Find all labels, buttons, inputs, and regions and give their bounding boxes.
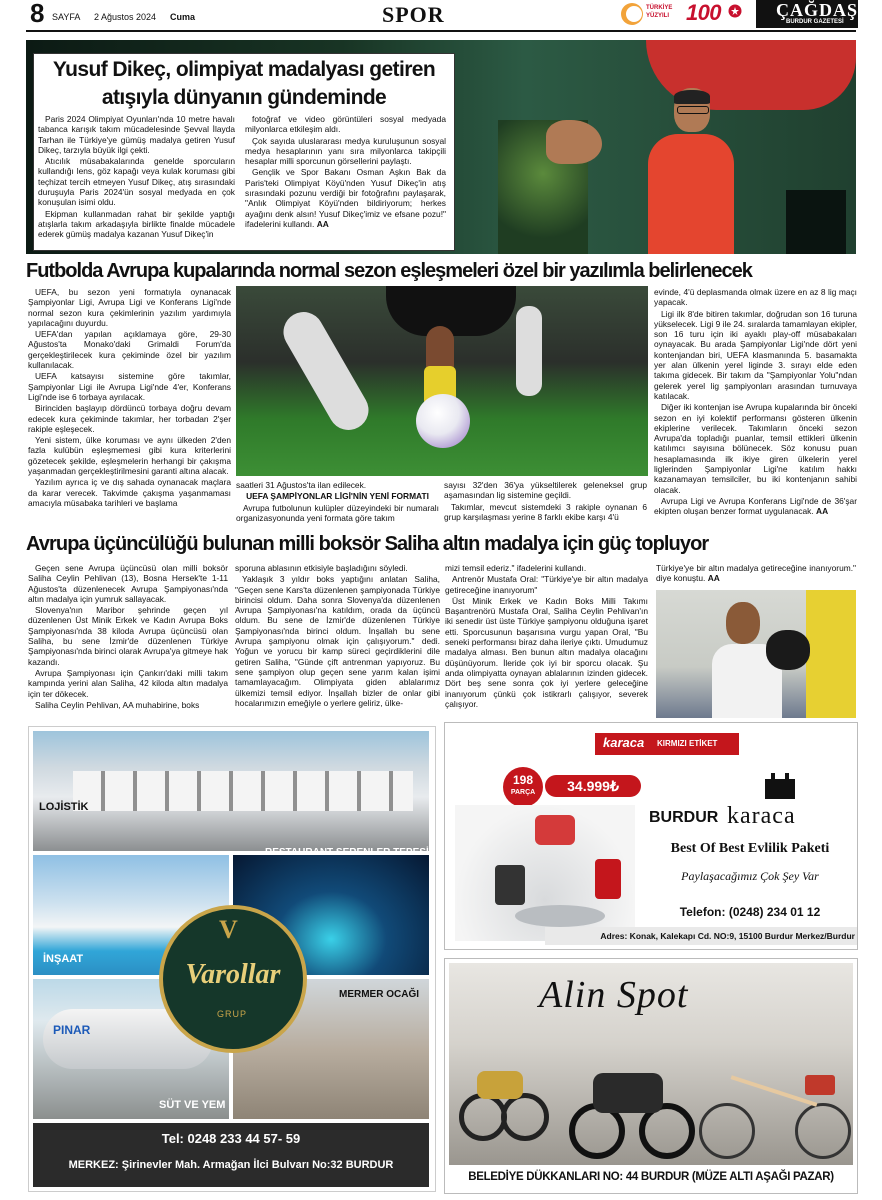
varollar-tel: Tel: 0248 233 44 57- 59 <box>161 1131 301 1146</box>
masthead-rule <box>26 30 856 32</box>
lojistik-label: LOJİSTİK <box>39 801 89 813</box>
pieces-badge: 198 PARÇA <box>503 767 543 807</box>
article2-column-3: evinde, 4'ü deplasmanda olmak üzere en az 8 lig maçı yapacak. Ligi ilk 8'de bitiren takımlar, doğrudan son 16 turuna yükselecek. Ligi 9 ile 24. sıralarda tamamlayan ekipler, son 16 turu için iki ayaklı play-off müsabakaları oynayacak. Bu arada Şampiyonlar Ligi'nde dört yeni kontenjandan biri, UEFA klasmanında 5. basamakta yer alan ülkenin yerel liginde 3. sırayı elde eden takıma gidecek. Bir takım da "Şampiyonlar Yolu"ndan gelerek yerel lig şampiyonları arasından turnuvaya katılacak. Diğer iki kontenjan ise Avrupa kupalarında bir önceki sezon en iyi kolektif performansı gösteren ülkenin ekiplerine verilecek. Takımların önceki sezon Avrupa'da topladığı puanlar, temsil ettikleri ülkenin katılımcı sayısına bölünecek. Söz konusu puan hesaplamasında ilk ikiye giren ülkelerin yerel liglerinden Şampiyonlar Ligi'ne katılım hakkı kazanamayan temsilciler, bu iki kontenjanın sahibi olacak. Avrupa Ligi ve Avrupa Konferans Ligi'nde de 36'şar ekipten oluşan benzer format uygulanacak. AA <box>654 287 857 517</box>
newspaper-logo: ÇAĞDAŞ BURDUR GAZETESİ <box>756 0 858 28</box>
boxer-head <box>726 602 760 644</box>
centenary-logo: 100 <box>686 0 746 28</box>
article1-headline: Yusuf Dikeç, olimpiyat madalyası getiren atışıyla dünyanın gündeminde <box>52 58 436 109</box>
article3-column-3: mizi temsil ederiz." ifadelerini kullandı. Antrenör Mustafa Oral: "Türkiye'ye bir altın madalya getireceğine inanıyorum" Üst Minik Erkek ve Kadın Boks Milli Takımı Başantrenörü Mustafa Oral, Saliha Ceylin Pehlivan'ın iki senedir üst üste Türkiye şampiyonu olduğuna işaret etti. Sporcusunun başarısına vurgu yapan Oral, "Bu seneki performansı biraz daha ileriye çıktı. Umudumuz madalya alması. Ben bunun altın madalya olacağını düşünüyorum. İleride çok iyi bir sporcu olacak. Şu anda olimpiyatta oynayan ablalarının izinden gidecek. Dört beş sene sonra çok iyi yerlere geleceğine inanıyorum çünkü çok istikrarlı çalışıyor, severek çalışıyor. <box>445 563 648 709</box>
karaca-banner: karaca KIRMIZI ETİKET <box>595 733 739 755</box>
motorbike <box>459 1063 539 1133</box>
article3-column-1: Geçen sene Avrupa üçüncüsü olan milli boksör Saliha Ceylin Pehlivan (13), Bosna Hersek'te 1-11 Ağustos'ta düzenlenecek Avrupa Şampiyonası'nda altın madalya için yumruk sallayacak. Slovenya'nın Maribor şehrinde geçen yıl düzenlenen Üst Minik Erkek ve Kadın Avrupa Boks Şampiyonası'nda 38 kiloda Avrupa üçüncüsü olan Saliha, bu sene İzmir'de düzenlenen Türkiye Şampiyonası'nda birinci olarak Avrupa'ya gitmeye hak kazandı. Avrupa Şampiyonası için Çankırı'daki milli takım kampında yerini alan Saliha, 42 kiloda altın madalya için ter dökecek. Saliha Ceylin Pehlivan, AA muhabirine, boks <box>28 563 228 710</box>
player-shorts <box>386 286 516 336</box>
bikes-photo <box>449 963 853 1165</box>
insaat-label: İNŞAAT <box>43 953 84 965</box>
alin-spot-title: Alin Spot <box>539 974 689 1016</box>
varollar-address: MERKEZ: Şirinevler Mah. Armağan İlci Bulvarı No:32 BURDUR <box>68 1159 394 1171</box>
motorbike-2 <box>569 1063 689 1153</box>
football-photo <box>236 286 648 476</box>
alin-spot-ad <box>444 958 858 1194</box>
castle-icon <box>763 769 797 801</box>
karaca-phone: Telefon: (0248) 234 01 12 <box>679 905 821 919</box>
kitchenware-photo <box>455 805 635 941</box>
package-title: Best Of Best Evlilik Paketi <box>670 841 830 856</box>
athlete-figure <box>644 88 734 254</box>
issue-weekday: Cuma <box>170 12 196 22</box>
karaca-ad <box>444 722 858 950</box>
turkiye-yuzyili-logo: TÜRKİYE YÜZYILI <box>620 2 678 26</box>
karaca-brand: BURDUR karaca <box>649 803 796 829</box>
karaca-tagline: Paylaşacağımız Çok Şey Var <box>681 869 819 883</box>
varollar-ad <box>28 726 436 1192</box>
article3-headline: Avrupa üçüncülüğü bulunan milli boksör Saliha altın madalya için güç topluyor <box>26 533 709 555</box>
boxing-glove-icon <box>766 630 810 670</box>
issue-date: 2 Ağustos 2024 <box>94 12 157 22</box>
varollar-logo: V Varollar GRUP <box>159 905 307 1053</box>
varollar-contact-bar <box>33 1123 429 1187</box>
boxer-photo <box>656 590 856 718</box>
bicycle <box>699 1059 849 1159</box>
football-ball <box>416 394 470 448</box>
article2-headline: Futbolda Avrupa kupalarında normal sezon eşleşmeleri özel bir yazılımla belirlenecek <box>26 260 752 282</box>
sut-yem-label: SÜT VE YEM <box>159 1099 226 1111</box>
article2-mid-right: sayısı 32'den 36'ya yükseltilerek geleneksel grup aşamasından lig sistemine geçildi. Takımlar, mevcut sistemdeki 3 rakiple oynanan 6 grup karşılaşması yerine 8 farklı ekibe karşı 4'ü <box>444 480 647 522</box>
article1-column-2: fotoğraf ve video görüntüleri sosyal medyada milyonlarca etkileşim aldı. Çok sayıda uluslararası medya kuruluşunun sosyal medya hesaplarının yanı sıra milyonlarca takipçili hesaplar milli sporcunun görsellerini paylaştı. Gençlik ve Spor Bakanı Osman Aşkın Bak da Paris'teki Olimpiyat Köyü'nden Yusuf Dikeç'in atış sırasındaki pozunu verdiği bir fotoğrafını paylaşarak, "Anlık Olimpiyat Köyü'nden bildiriyorum; herkes ayağını denk alsın! Yusuf Dikeç'imiz ve efsane pozu!" ifadelerini kullandı. AA <box>245 114 446 229</box>
masthead <box>26 0 858 30</box>
article1-column-1: Paris 2024 Olimpiyat Oyunları'nda 10 metre havalı tabanca karışık takım mücadelesinde Şevval İlayda Tarhan ile Türkiye'ye gümüş madalya getiren Yusuf Dikeç, tarzıyla büyük ilgi çekti. Atıcılık müsabakalarında genelde sporcuların kullandığı lens, göz kapağı veya kulak koruması gibi teçhizat tercih etmeyen Yusuf Dikeç, atış sırasındaki duruşuyla Paris 2024'ün sosyal medyada en çok konuşulan isimi oldu. Ekipman kullanmadan rahat bir şekilde yaptığı atışlarla takım arkadaşıyla birlikte finalde mücadele ederek gümüş madalya kazanan Yusuf Dikeç'in <box>38 114 235 240</box>
page-number: 8 <box>30 0 44 28</box>
karaca-address-bar: Adres: Konak, Kalekapı Cd. NO:9, 15100 Burdur Merkez/Burdur <box>545 927 857 945</box>
crescent-icon <box>620 2 644 26</box>
page-word: SAYFA <box>52 12 81 22</box>
article2-mid-left: saatleri 31 Ağustos'ta ilan edilecek. UEFA ŞAMPİYONLAR LİGİ'NİN YENİ FORMATI Avrupa futbolunun kulüpler düzeyindeki bir numaralı organizasyonunda yeni formata göre takım <box>236 480 439 523</box>
mermer-label: MERMER OCAĞI <box>339 989 419 1000</box>
section-title: SPOR <box>382 2 445 27</box>
pointing-hand <box>546 120 602 164</box>
trucks-photo <box>33 731 429 851</box>
pinar-label: PINAR <box>53 1023 91 1037</box>
alin-spot-footer: BELEDİYE DÜKKANLARI NO: 44 BURDUR (MÜZE ALTI AŞAĞI PAZAR) <box>468 1171 834 1183</box>
punching-bag <box>806 590 856 718</box>
article2-column-1: UEFA, bu sezon yeni formatıyla oynanacak Şampiyonlar Ligi, Avrupa Ligi ve Konferans Ligi'nde normal sezon kura çekimlerinin yazılım yardımıyla yapılacağını duyurdu. UEFA'dan yapılan açıklamaya göre, 29-30 Ağustos'ta Monako'daki Grimaldi Forum'da gerçekleştirilecek kura çekiminde özel bir yazılım kullanılacak. UEFA katsayısı sistemine göre takımlar, Şampiyonlar Ligi ile Avrupa Ligi'nde 4'er, Konferans Ligi'nde ise 6 torbaya ayrılacak. Birinciden başlayıp dördüncü torbaya doğru devam edecek kura çekiminde takımlar, her torbadan 2'şer rakiple eşleşecek. Yeni sistem, ülke koruması ve aynı ülkeden 2'den fazla kulübün eşleşmemesi gibi kura kriterlerini gözetecek şekilde, eşleşmelerin herhangi bir çakışma yaşanmadan gerçekleştirilmesini garanti altına alacak. Yazılım ayrıca iç ve dış sahada oynanacak maçlara da karar verecek. Takvimde çakışma yaşanmaması amacıyla müsabaka tarihleri ve başlama <box>28 287 231 508</box>
article3-column-4: Türkiye'ye bir altın madalya getireceğine inanıyorum." diye konuştu. AA <box>656 563 856 584</box>
price-tag: 34.999₺ <box>545 775 641 797</box>
flag-star-icon <box>728 4 742 18</box>
player-leg-far <box>516 306 542 396</box>
restaurant-label: RESTAURANT SERENLER TEPESİ <box>265 847 429 858</box>
article3-column-2: sporuna ablasının etkisiyle başladığını söyledi. Yaklaşık 3 yıldır boks yaptığını anlatan Saliha, "Geçen sene Kars'ta düzenlenen şampiyonada Türkiye birincisi oldum. Daha sonra Slovenya'da düzenlenen Avrupa Şampiyonası'na katıldım, orada da üçüncü oldum. Bu sene de İzmir'de düzenlenen Türkiye Şampiyonası'nda birinci oldum. İnşallah bu sene Avrupa şampiyonu olmak için çalışıyorum." dedi. Yoğun ve yorucu bir kamp süreci geçirdiklerini dile getiren Saliha, "Günde çift antrenman yapıyoruz. Bu sene şampiyon olup geçen sene yarım kalan işimi tamamlayacağım. Olimpiyata giden ablalarımız ülkemizi temsil ediyor. İnşallah bizler de onlar gibi hocalarımızın emeğiyle o yerlere geliriz, ülke- <box>235 563 440 708</box>
